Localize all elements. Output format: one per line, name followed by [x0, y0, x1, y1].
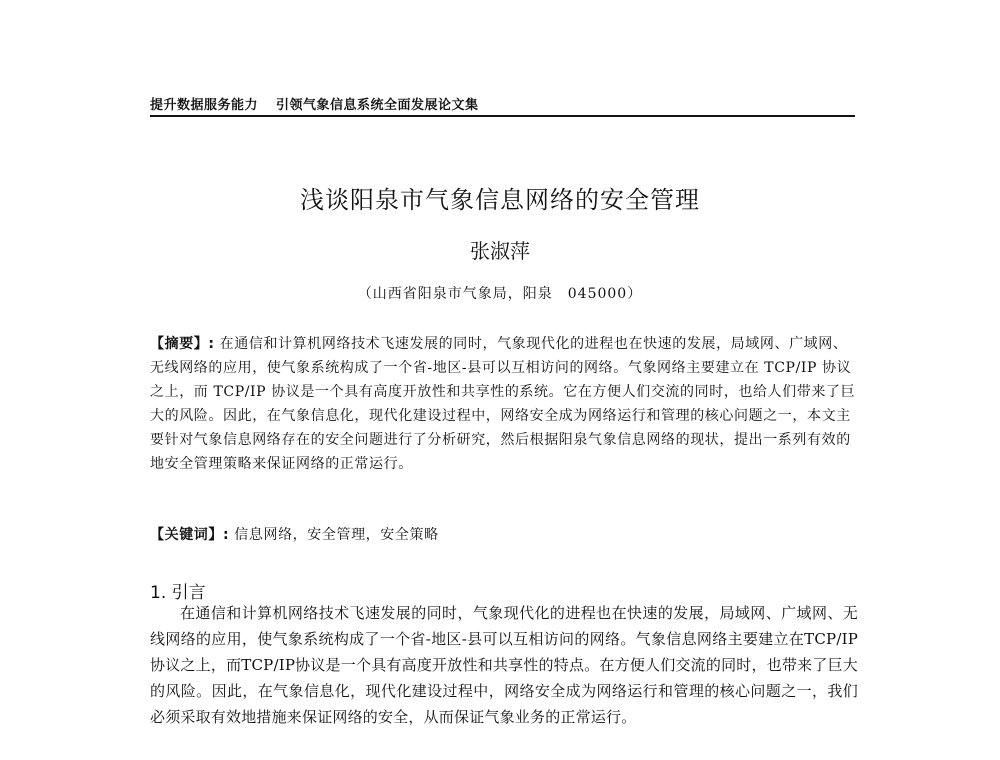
- running-header-left: 提升数据服务能力: [150, 98, 259, 113]
- paper-title: 浅谈阳泉市气象信息网络的安全管理: [300, 186, 700, 214]
- abstract: [150, 332, 858, 476]
- header-rule: [150, 115, 855, 117]
- abstract-label: 【摘要】:: [150, 336, 215, 352]
- running-header-right: 引领气象信息系统全面发展论文集: [276, 98, 479, 113]
- section-paragraph: 在通信和计算机网络技术飞速发展的同时，气象现代化的进程也在快速的发展，局域网、广域网、无线网络的应用，使气象系统构成了一个省-地区-县可以互相访问的网络。气象信息网络主要建立在TCP/IP协议之上，而TCP/IP协议是一个具有高度开放性和共享性的特点。在方便人们交流的同时，也带来了巨大的风险。因此，在气象信息化，现代化建设过程中，网络安全成为网络运行和管理的核心问题之一，我们必须采取有效地措施来保证网络的安全，从而保证气象业务的正常运行。: [150, 604, 858, 726]
- paper-author: 张淑萍: [470, 239, 530, 263]
- section-heading: 1. 引言: [150, 583, 206, 603]
- keywords-label: 【关键词】:: [150, 527, 230, 543]
- paper-affiliation: （山西省阳泉市气象局，阳泉 045000）: [357, 286, 643, 302]
- keywords-text: 信息网络，安全管理，安全策略: [234, 527, 439, 543]
- abstract-text: 在通信和计算机网络技术飞速发展的同时，气象现代化的进程也在快速的发展，局域网、广域网、无线网络的应用，使气象系统构成了一个省-地区-县可以互相访问的网络。气象网络主要建立在 TCP/IP 协议之上，而 TCP/IP 协议是一个具有高度开放性和共享性的系统。它在方便人们交流的同时，也给人们带来了巨大的风险。因此，在气象信息化，现代化建设过程中，网络安全成为网络运行和管理的核心问题之一，本文主要针对气象信息网络存在的安全问题进行了分析研究，然后根据阳泉气象信息网络的现状，提出一系列有效的地安全管理策略来保证网络的正常运行。: [150, 336, 856, 472]
- keywords: [150, 523, 858, 547]
- running-header: [150, 94, 479, 113]
